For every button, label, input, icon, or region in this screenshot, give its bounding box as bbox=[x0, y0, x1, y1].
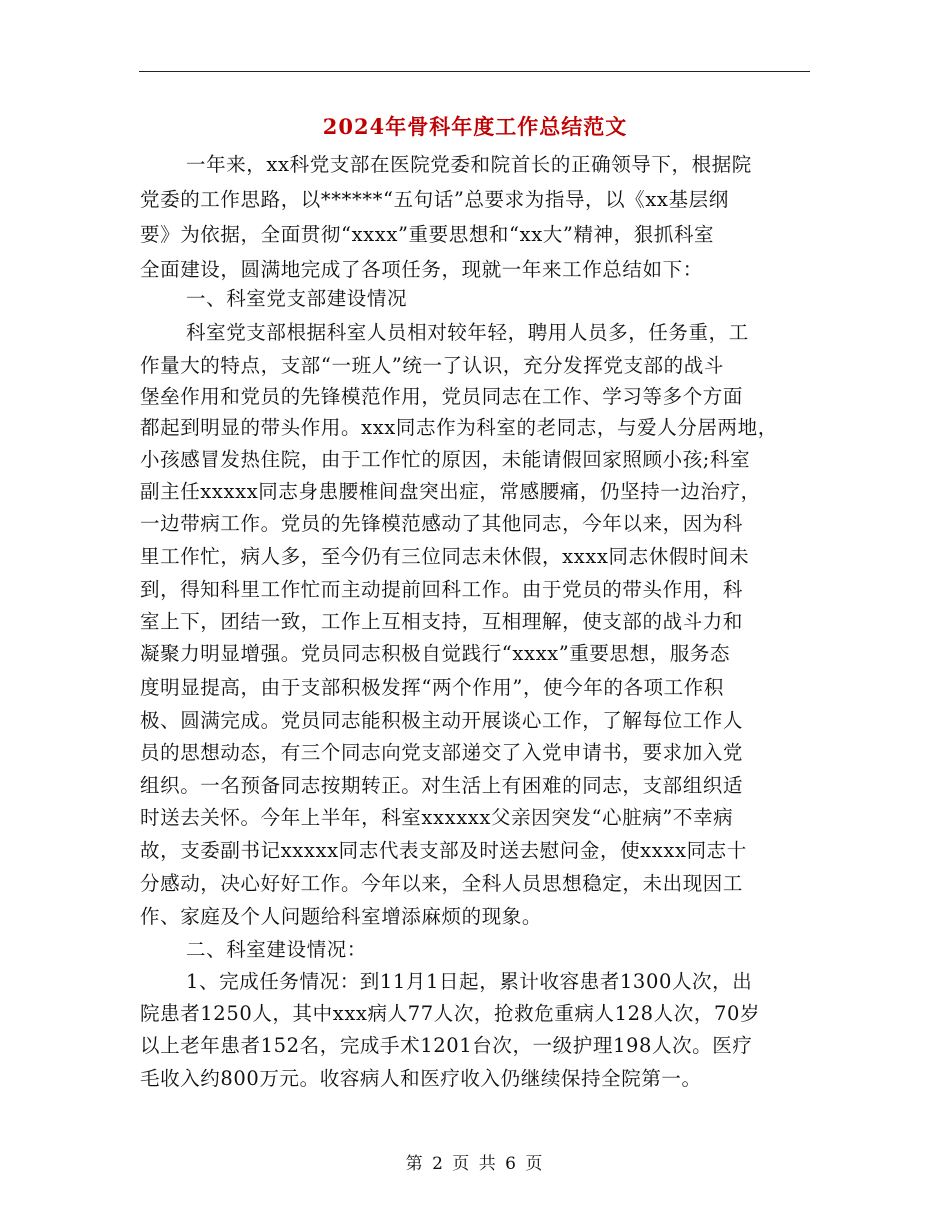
paragraph-line: 小孩感冒发热住院，由于工作忙的原因，未能请假回家照顾小孩;科室 bbox=[140, 448, 751, 471]
paragraph-line: 度明显提高，由于支部积极发挥“两个作用”，使今年的各项工作积 bbox=[140, 676, 724, 699]
section-heading: 二、科室建设情况： bbox=[186, 938, 367, 961]
document-title: 2024年骨科年度工作总结范文 bbox=[322, 114, 628, 139]
paragraph-line: 党委的工作思路，以******“五句话”总要求为指导，以《xx基层纲 bbox=[140, 188, 729, 211]
paragraph-line: 以上老年患者152名，完成手术1201台次，一级护理198人次。医疗 bbox=[140, 1034, 753, 1057]
paragraph-line: 里工作忙，病人多，至今仍有三位同志未休假，xxxx同志休假时间未 bbox=[140, 545, 750, 568]
paragraph-line: 作、家庭及个人问题给科室增添麻烦的现象。 bbox=[140, 905, 543, 928]
paragraph-line: 分感动，决心好好工作。今年以来，全科人员思想稳定，未出现因工 bbox=[140, 872, 744, 895]
paragraph-line: 一年来，xx科党支部在医院党委和院首长的正确领导下，根据院 bbox=[186, 153, 752, 176]
header-rule bbox=[139, 71, 810, 72]
paragraph-line: 极、圆满完成。党员同志能积极主动开展谈心工作，了解每位工作人 bbox=[140, 709, 744, 732]
paragraph-line: 室上下，团结一致，工作上互相支持，互相理解，使支部的战斗力和 bbox=[140, 610, 744, 633]
paragraph-line: 一边带病工作。党员的先锋模范感动了其他同志，今年以来，因为科 bbox=[140, 512, 744, 535]
paragraph-line: 要》为依据，全面贯彻“xxxx”重要思想和“xx大”精神，狠抓科室 bbox=[140, 223, 715, 246]
paragraph-line: 到，得知科里工作忙而主动提前回科工作。由于党员的带头作用，科 bbox=[140, 578, 744, 601]
paragraph-line: 作量大的特点，支部“一班人”统一了认识，充分发挥党支部的战斗 bbox=[140, 354, 724, 377]
page-number-footer: 第 2 页 共 6 页 bbox=[405, 1154, 545, 1174]
paragraph-line: 副主任xxxxx同志身患腰椎间盘突出症，常感腰痛，仍坚持一边治疗， bbox=[140, 480, 761, 503]
section-heading: 一、科室党支部建设情况 bbox=[186, 287, 408, 310]
paragraph-line: 科室党支部根据科室人员相对较年轻，聘用人员多，任务重，工 bbox=[186, 321, 749, 344]
paragraph-line: 凝聚力明显增强。党员同志积极自觉践行“xxxx”重要思想，服务态 bbox=[140, 642, 731, 665]
paragraph-line: 都起到明显的带头作用。xxx同志作为科室的老同志，与爱人分居两地， bbox=[140, 416, 778, 439]
paragraph-line: 组织。一名预备同志按期转正。对生活上有困难的同志，支部组织适 bbox=[140, 774, 744, 797]
paragraph-line: 院患者1250人，其中xxx病人77人次，抢救危重病人128人次，70岁 bbox=[140, 1002, 761, 1025]
paragraph-line: 全面建设，圆满地完成了各项任务，现就一年来工作总结如下： bbox=[140, 258, 703, 281]
paragraph-line: 时送去关怀。今年上半年，科室xxxxxx父亲因突发“心脏病”不幸病 bbox=[140, 806, 734, 829]
paragraph-line: 故，支委副书记xxxxx同志代表支部及时送去慰问金，使xxxx同志十 bbox=[140, 839, 747, 862]
paragraph-line: 堡垒作用和党员的先锋模范作用，党员同志在工作、学习等多个方面 bbox=[140, 385, 744, 408]
paragraph-line: 员的思想动态，有三个同志向党支部递交了入党申请书，要求加入党 bbox=[140, 741, 744, 764]
paragraph-line: 1、完成任务情况：到11月1日起，累计收容患者1300人次，出 bbox=[186, 970, 753, 993]
paragraph-line: 毛收入约800万元。收容病人和医疗收入仍继续保持全院第一。 bbox=[140, 1067, 702, 1090]
